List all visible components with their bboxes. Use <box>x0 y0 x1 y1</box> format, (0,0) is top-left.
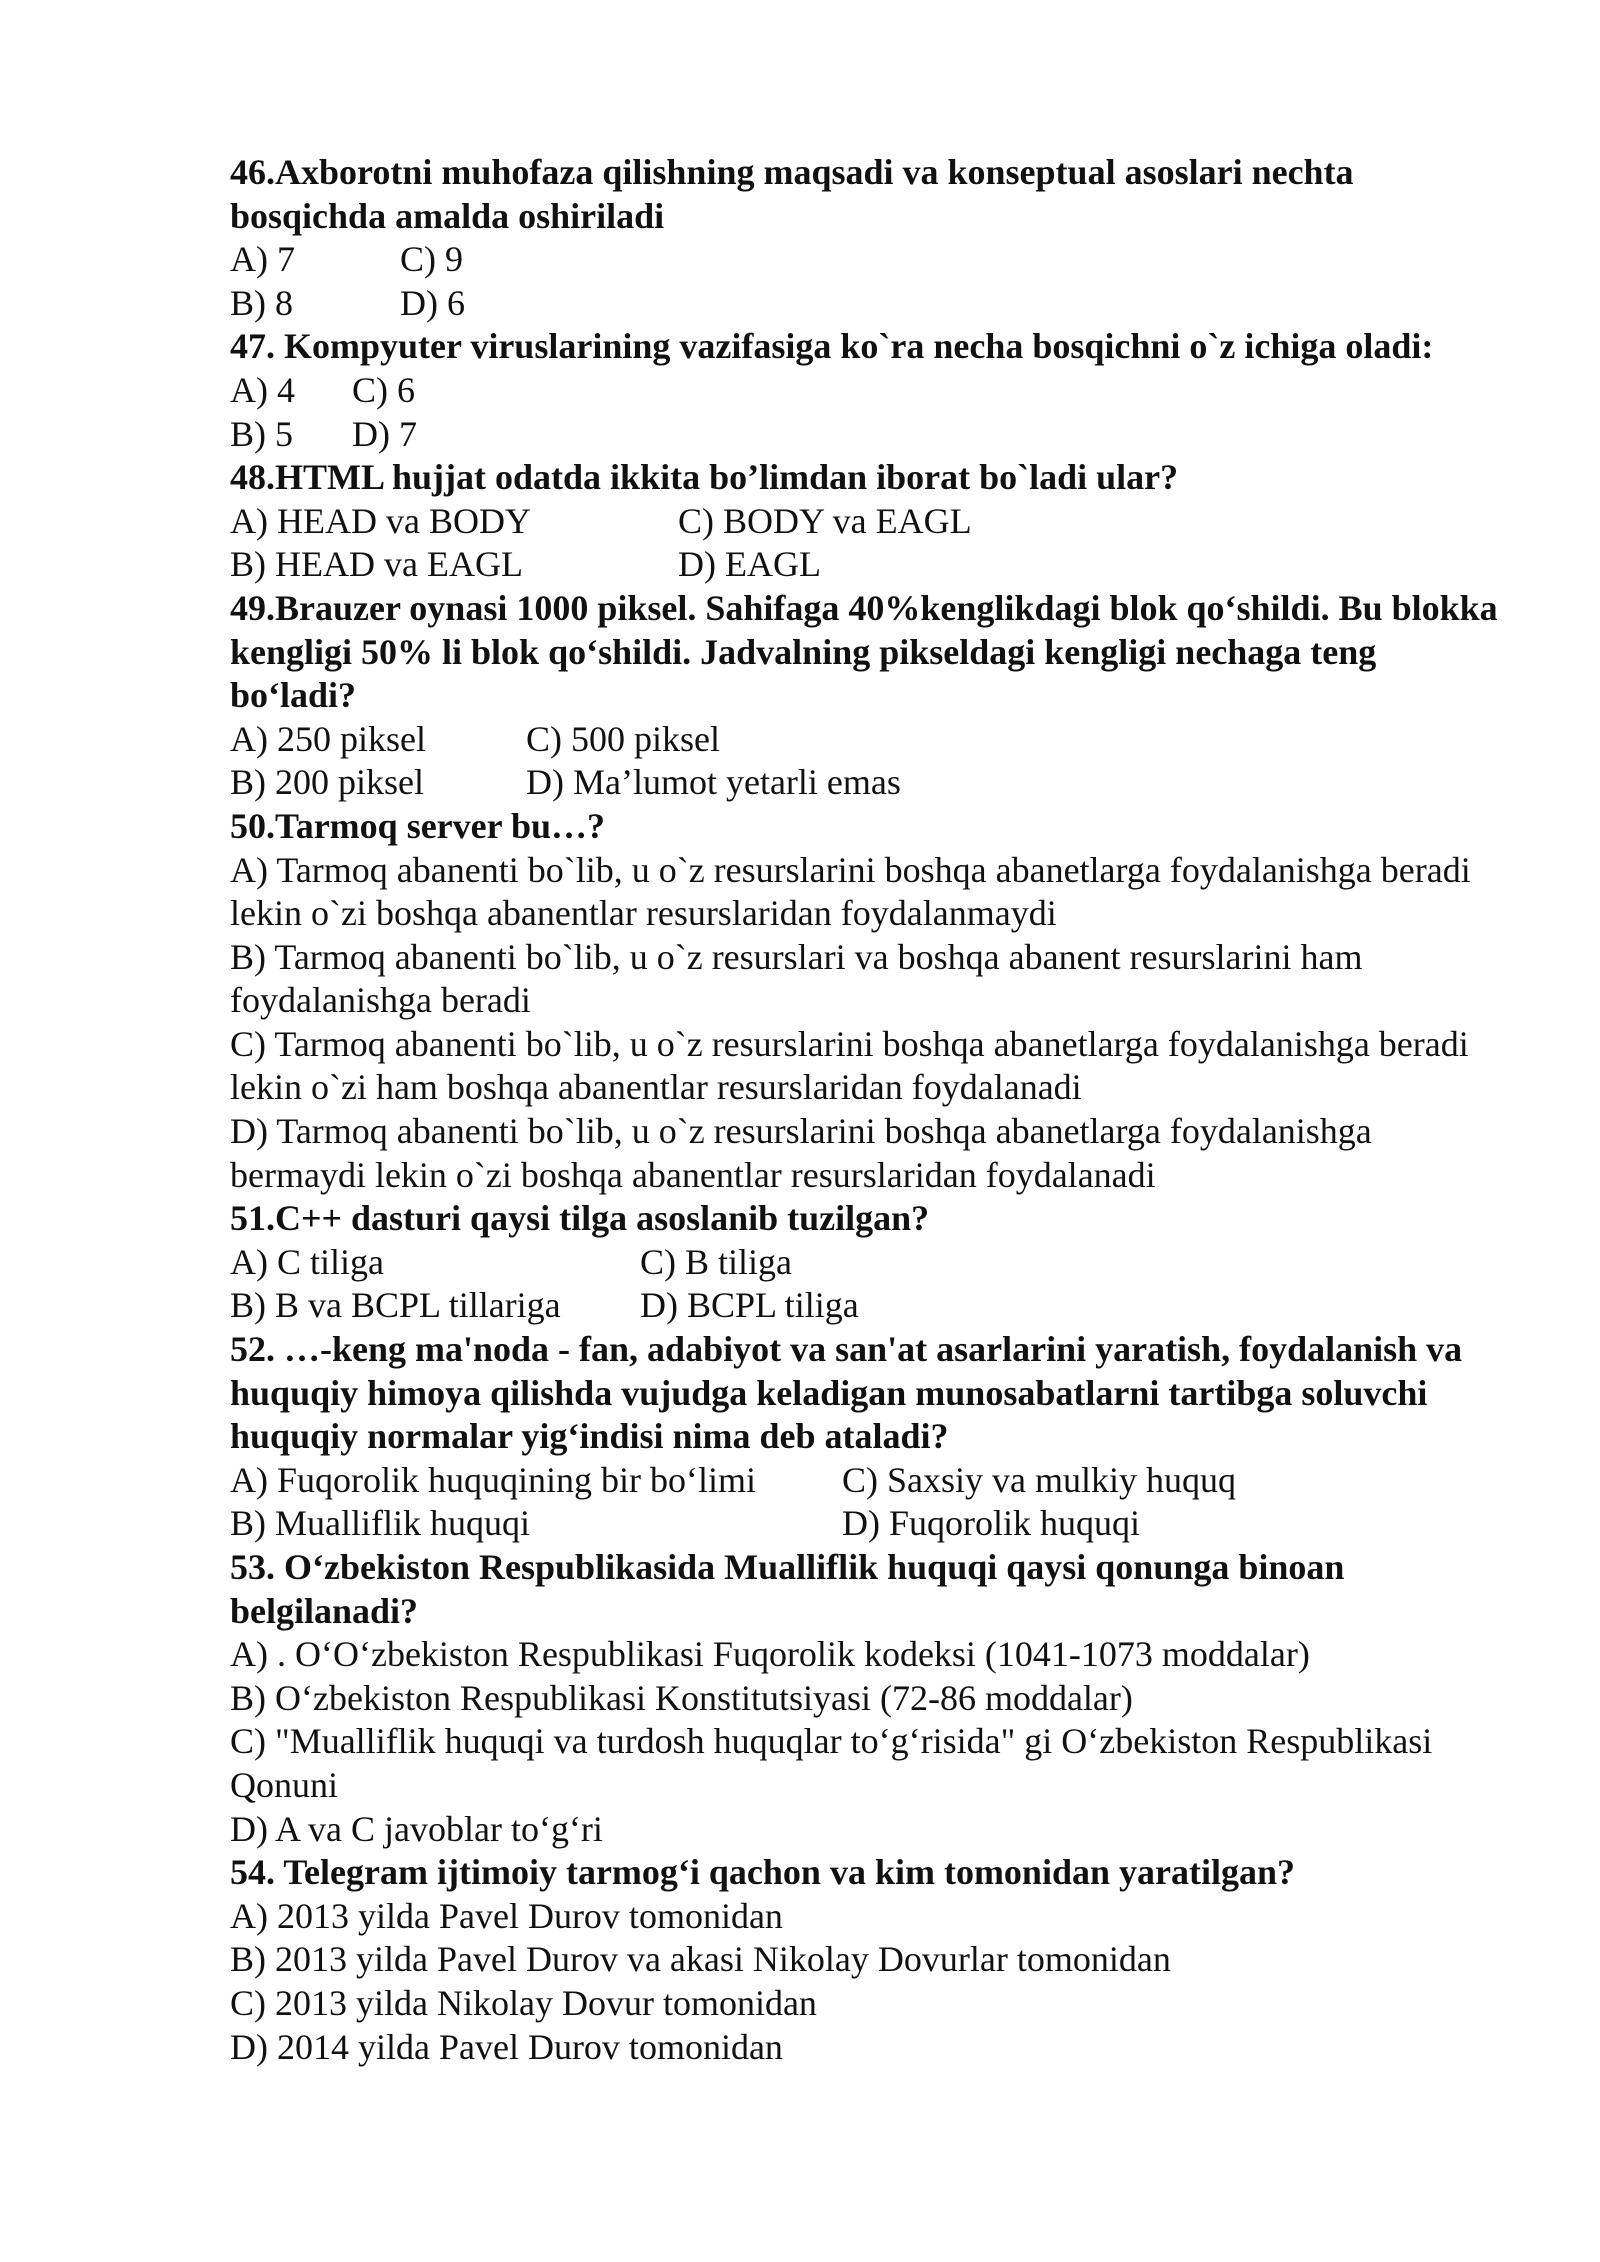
question-block <box>230 151 1510 325</box>
answer-option: A) Fuqorolik huquqining bir bo‘limi <box>230 1459 756 1500</box>
answer-row <box>230 1502 1510 1546</box>
answer-option: C) 500 piksel <box>526 718 720 759</box>
question-title: 51.C++ dasturi qaysi tilga asoslanib tuzilgan? <box>230 1198 930 1239</box>
question-title: 49.Brauzer oynasi 1000 piksel. Sahifaga 40%kenglikdagi blok qo‘shildi. Bu blokka kengligi 50% li blok qo‘shildi. Jadvalning pikseldagi kengligi nechaga teng bo‘ladi? <box>230 587 1498 716</box>
answer-option: A) Tarmoq abanenti bo`lib, u o`z resurslarini boshqa abanetlarga foydalanishga beradi lekin o`zi boshqa abanentlar resurslaridan foydalanmaydi <box>230 849 1471 934</box>
answer-option: D) Fuqorolik huquqi <box>842 1503 1141 1544</box>
answer-option: B) 5 <box>230 413 293 454</box>
answer-row <box>230 369 1510 413</box>
answer-option: B) 2013 yilda Pavel Durov va akasi Nikolay Dovurlar tomonidan <box>230 1939 1171 1980</box>
answer-option: D) BCPL tiliga <box>640 1285 859 1326</box>
answer-option: A) 2013 yilda Pavel Durov tomonidan <box>230 1895 783 1936</box>
question-block <box>230 456 1510 587</box>
answer-row <box>230 413 1510 457</box>
answer-option: C) Tarmoq abanenti bo`lib, u o`z resurslarini boshqa abanetlarga foydalanishga beradi lekin o`zi ham boshqa abanentlar resurslaridan foydalanadi <box>230 1023 1469 1108</box>
question-list <box>230 151 1510 2069</box>
answer-row <box>230 1284 1510 1328</box>
answer-option: A) 250 piksel <box>230 718 426 759</box>
question-block <box>230 1851 1510 2069</box>
answer-option: B) Tarmoq abanenti bo`lib, u o`z resurslari va boshqa abanent resurslarini ham foydalanishga beradi <box>230 936 1363 1021</box>
answer-option: D) A va C javoblar to‘g‘ri <box>230 1808 603 1849</box>
answer-option: C) BODY va EAGL <box>678 500 972 541</box>
answer-option: D) 7 <box>352 413 417 454</box>
question-title: 47. Kompyuter viruslarining vazifasiga ko`ra necha bosqichni o`z ichiga oladi: <box>230 326 1434 367</box>
answer-option: A) . O‘O‘zbekiston Respublikasi Fuqorolik kodeksi (1041-1073 moddalar) <box>230 1634 1310 1675</box>
answer-option: B) 200 piksel <box>230 762 424 803</box>
answer-option: C) "Mualliflik huquqi va turdosh huquqlar to‘g‘risida" gi O‘zbekiston Respublikasi Qonuni <box>230 1721 1433 1805</box>
answer-option: A) HEAD va BODY <box>230 500 531 541</box>
answer-option: D) Tarmoq abanenti bo`lib, u o`z resurslarini boshqa abanetlarga foydalanishga bermaydi lekin o`zi boshqa abanentlar resurslaridan foydalanadi <box>230 1111 1372 1195</box>
question-block <box>230 587 1510 805</box>
answer-row <box>230 761 1510 805</box>
question-block <box>230 1197 1510 1328</box>
answer-row <box>230 543 1510 587</box>
question-title: 53. O‘zbekiston Respublikasida Mualliflik huquqi qaysi qonunga binoan belgilanadi? <box>230 1547 1345 1631</box>
answer-option: A) 4 <box>230 369 295 410</box>
question-title: 50.Tarmoq server bu…? <box>230 805 606 846</box>
answer-row <box>230 718 1510 762</box>
question-title: 48.HTML hujjat odatda ikkita bo’limdan iborat bo`ladi ular? <box>230 457 1179 498</box>
answer-option: B) Mualliflik huquqi <box>230 1503 530 1544</box>
answer-option: C) Saxsiy va mulkiy huquq <box>842 1459 1236 1500</box>
answer-option: D) 2014 yilda Pavel Durov tomonidan <box>230 2026 783 2067</box>
answer-option: D) 6 <box>400 282 465 323</box>
answer-option: B) B va BCPL tillariga <box>230 1285 561 1326</box>
answer-option: A) 7 <box>230 239 295 280</box>
answer-option: B) 8 <box>230 282 293 323</box>
answer-option: D) EAGL <box>678 544 821 585</box>
answer-row <box>230 238 1510 282</box>
question-block <box>230 805 1510 1197</box>
question-title: 52. …-keng ma'noda - fan, adabiyot va san'at asarlarini yaratish, foydalanish va huquqiy himoya qilishda vujudga keladigan munosabatlarni tartibga soluvchi huquqiy normalar yig‘indisi nima deb ataladi? <box>230 1329 1463 1457</box>
answer-option: B) O‘zbekiston Respublikasi Konstitutsiyasi (72-86 moddalar) <box>230 1677 1133 1718</box>
answer-option: C) 6 <box>352 369 415 410</box>
answer-row <box>230 1459 1510 1503</box>
answer-option: C) 2013 yilda Nikolay Dovur tomonidan <box>230 1982 817 2023</box>
question-block <box>230 1546 1510 1851</box>
question-title: 54. Telegram ijtimoiy tarmog‘i qachon va kim tomonidan yaratilgan? <box>230 1852 1295 1893</box>
question-block <box>230 325 1510 456</box>
answer-row <box>230 500 1510 544</box>
answer-row <box>230 282 1510 326</box>
answer-option: C) B tiliga <box>640 1241 792 1282</box>
question-block <box>230 1328 1510 1546</box>
answer-option: B) HEAD va EAGL <box>230 544 523 585</box>
answer-option: D) Ma’lumot yetarli emas <box>526 762 901 803</box>
question-title: 46.Axborotni muhofaza qilishning maqsadi va konseptual asoslari nechta bosqichda amalda oshiriladi <box>230 152 1354 236</box>
answer-option: C) 9 <box>400 239 463 280</box>
answer-option: A) C tiliga <box>230 1241 384 1282</box>
answer-row <box>230 1241 1510 1285</box>
